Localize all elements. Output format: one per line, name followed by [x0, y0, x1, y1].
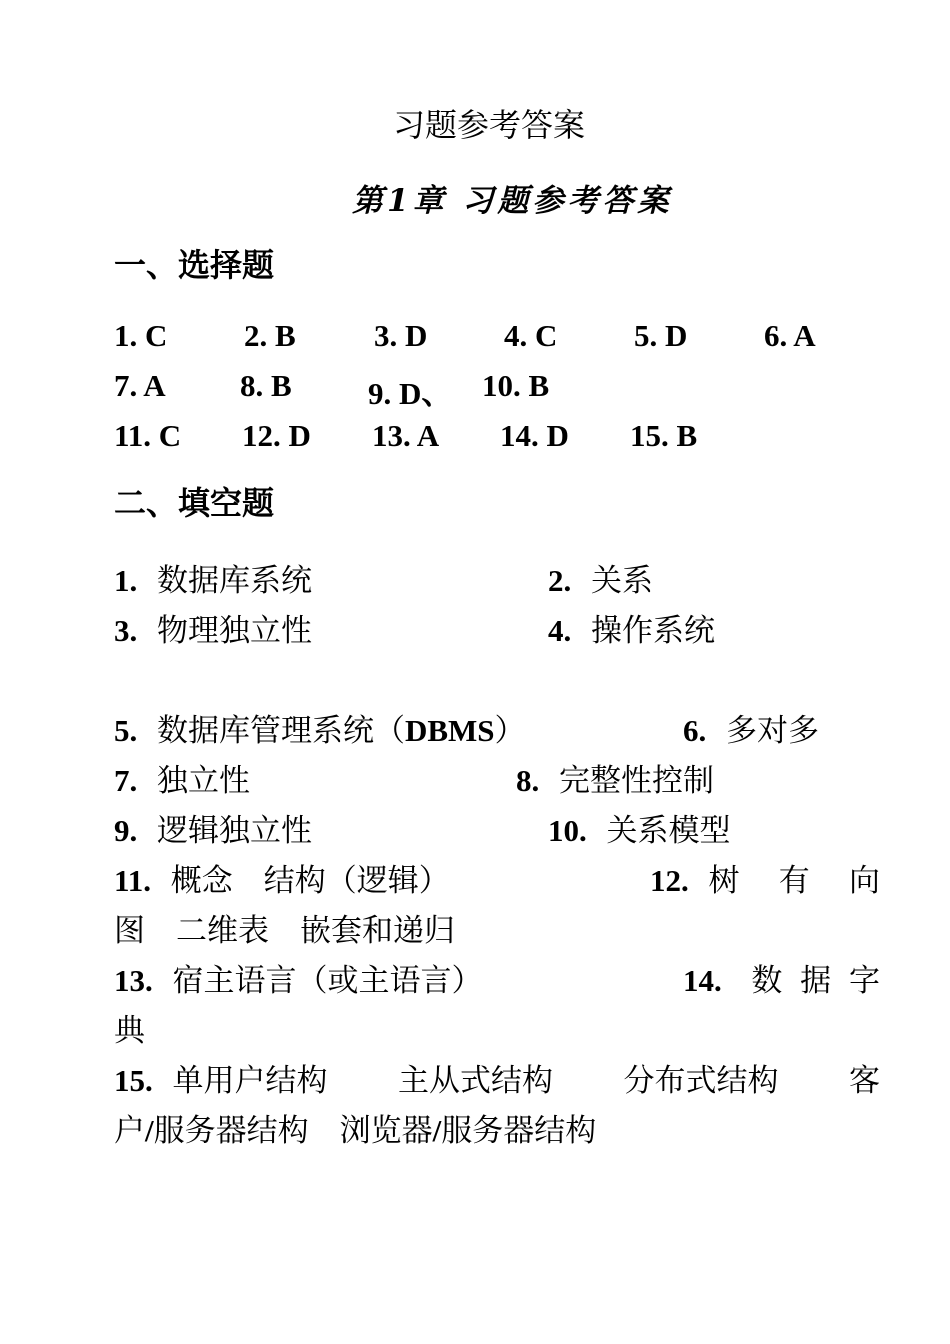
fill-answer-12-continued: 图 二维表 嵌套和递归: [114, 913, 455, 949]
fill-answer-12: 12. 树 有 向: [650, 863, 880, 899]
choice-answer-12: 12. D: [242, 418, 311, 453]
choice-answer-7: 7. A: [114, 368, 166, 403]
fill-answer-15: 15. 单用户结构 主从式结构 分布式结构 客: [114, 1063, 880, 1099]
choice-answer-8: 8. B: [240, 368, 292, 403]
choice-answer-14: 14. D: [500, 418, 569, 453]
fill-answer-8: 8. 完整性控制: [516, 763, 714, 799]
section-heading-choice: 一、选择题: [114, 246, 275, 284]
fill-answer-14-continued: 典: [114, 1013, 145, 1049]
choice-answer-5: 5. D: [634, 318, 688, 353]
choice-answer-13: 13. A: [372, 418, 440, 453]
chapter-title: 第1章 习题参考答案: [352, 183, 673, 219]
choice-answer-2: 2. B: [244, 318, 296, 353]
fill-answer-15-continued: 户/服务器结构 浏览器/服务器结构: [114, 1113, 597, 1149]
page-title: 习题参考答案: [393, 106, 586, 144]
fill-answer-14: 14. 数 据 字: [683, 963, 880, 999]
fill-answer-4: 4. 操作系统: [548, 613, 715, 649]
choice-answer-3: 3. D: [374, 318, 428, 353]
fill-answer-9: 9. 逻辑独立性: [114, 813, 312, 849]
choice-answer-9: 9. D、: [368, 376, 453, 411]
fill-answer-6: 6. 多对多: [683, 713, 819, 749]
fill-answer-1: 1. 数据库系统: [114, 563, 312, 599]
fill-answer-7: 7. 独立性: [114, 763, 250, 799]
fill-answer-5: 5. 数据库管理系统（DBMS）: [114, 713, 526, 749]
choice-answer-1: 1. C: [114, 318, 168, 353]
fill-answer-3: 3. 物理独立性: [114, 613, 312, 649]
fill-answer-10: 10. 关系模型: [548, 813, 731, 849]
fill-answer-13: 13. 宿主语言（或主语言）: [114, 963, 483, 999]
fill-answer-11: 11. 概念 结构（逻辑）: [114, 863, 450, 899]
choice-answer-15: 15. B: [630, 418, 698, 453]
choice-answer-11: 11. C: [114, 418, 182, 453]
choice-answer-6: 6. A: [764, 318, 816, 353]
choice-answer-4: 4. C: [504, 318, 558, 353]
choice-answer-10: 10. B: [482, 368, 550, 403]
fill-answer-2: 2. 关系: [548, 563, 653, 599]
section-heading-fill: 二、填空题: [114, 484, 275, 522]
